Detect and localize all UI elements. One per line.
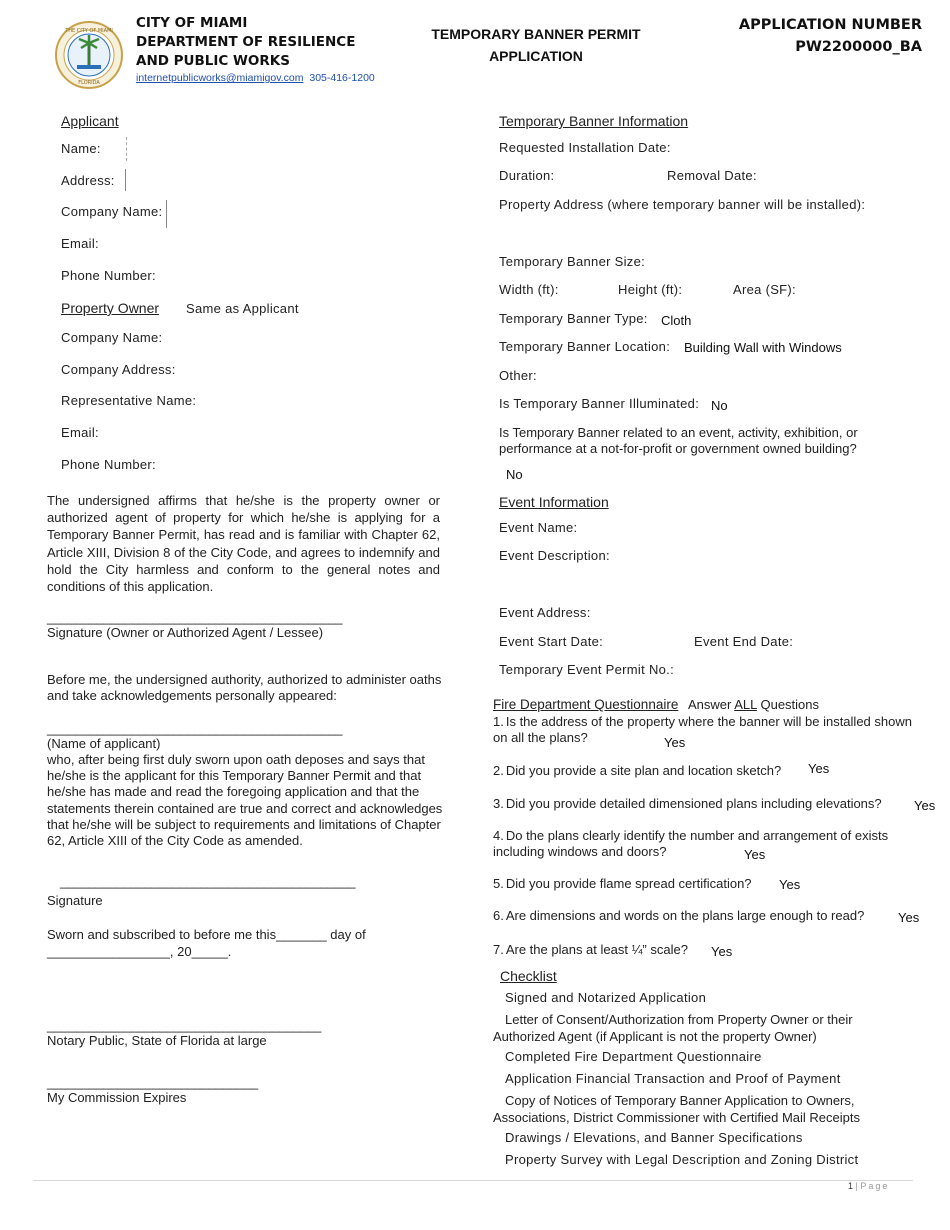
applicant-address-label: Address:: [61, 173, 115, 188]
signature-owner-label: Signature (Owner or Authorized Agent / Lessee): [47, 625, 324, 640]
property-owner-heading: Property Owner: [61, 300, 160, 316]
address-field-cursor[interactable]: [125, 169, 126, 191]
banner-location-value[interactable]: Building Wall with Windows: [684, 340, 842, 355]
org-name: CITY OF MIAMI DEPARTMENT OF RESILIENCE AND PUBLIC WORKS: [136, 15, 356, 69]
name-of-applicant-label: (Name of applicant): [47, 736, 161, 751]
sworn-statement: who, after being first duly sworn upon oath deposes and says that he/she is the applicant for this Temporary Banner Permit and that he/she has made and read the foregoing application and that the statements therein contained are true and correct and acknowledges that he/she will be subject to requirements and limitations of Chapter 62, Article XIII of the City Code as amended.: [47, 752, 443, 849]
signature-label: Signature: [47, 893, 103, 908]
fire-question-2: 2. Did you provide a site plan and location sketch?: [493, 763, 782, 778]
checklist-item[interactable]: Copy of Notices of Temporary Banner Application to Owners, Associations, District Commissioner with Certified Mail Receipts: [493, 1093, 860, 1125]
checklist-item[interactable]: Drawings / Elevations, and Banner Specifications: [505, 1130, 803, 1145]
fire-question-4: 4. Do the plans clearly identify the number and arrangement of exists including windows and doors?: [493, 828, 889, 859]
event-description-label: Event Description:: [499, 548, 610, 563]
phone-number: 305-416-1200: [309, 72, 375, 84]
fire-questionnaire-heading: Fire Department Questionnaire: [493, 697, 679, 712]
signature-line-applicant-name: __________________________________________: [47, 721, 343, 736]
notary-signature-line: _______________________________________: [47, 1018, 322, 1033]
property-address-label: Property Address (where temporary banner will be installed):: [499, 197, 866, 212]
notary-label: Notary Public, State of Florida at large: [47, 1033, 267, 1048]
svg-text:THE CITY OF MIAMI: THE CITY OF MIAMI: [65, 28, 113, 34]
page-label: Page: [860, 1181, 890, 1191]
applicant-heading: Applicant: [61, 113, 119, 129]
owner-email-label: Email:: [61, 425, 99, 440]
fire-answer-7[interactable]: Yes: [711, 944, 733, 959]
event-name-label: Event Name:: [499, 520, 578, 535]
footer-rule: [33, 1180, 913, 1181]
application-number-label: APPLICATION NUMBER: [738, 17, 922, 33]
signature-line-owner: __________________________________________: [47, 610, 343, 625]
banner-size-label: Temporary Banner Size:: [499, 254, 646, 269]
event-related-label: Is Temporary Banner related to an event, activity, exhibition, or performance at a not-for-profit or government owned building?: [499, 425, 858, 457]
fire-answer-1[interactable]: Yes: [664, 735, 686, 750]
owner-company-label: Company Name:: [61, 330, 163, 345]
name-field-cursor[interactable]: [126, 137, 127, 161]
applicant-phone-label: Phone Number:: [61, 268, 156, 283]
illuminated-label: Is Temporary Banner Illuminated:: [499, 396, 700, 411]
owner-representative-label: Representative Name:: [61, 393, 197, 408]
banner-type-label: Temporary Banner Type:: [499, 311, 648, 326]
illuminated-value[interactable]: No: [711, 398, 728, 413]
contact-line: [136, 72, 375, 84]
banner-location-label: Temporary Banner Location:: [499, 339, 671, 354]
sworn-subscribed-line: Sworn and subscribed to before me this_______ day of: [47, 927, 366, 942]
affirmation-paragraph: The undersigned affirms that he/she is the property owner or authorized agent of property for which he/she is applying for a Temporary Banner Permit, has read and is familiar with Chapter 62, Article XIII, Division 8 of the City Code, and agrees to indemnify and hold the City harmless and conform to the general notes and conditions of this application.: [47, 493, 440, 595]
form-title: TEMPORARY BANNER PERMIT APPLICATION: [431, 26, 641, 64]
duration-label: Duration:: [499, 168, 555, 183]
page-number: 1: [848, 1181, 854, 1191]
fire-answer-4[interactable]: Yes: [744, 847, 766, 862]
fire-questionnaire-header: [493, 697, 819, 712]
banner-info-heading: Temporary Banner Information: [499, 113, 689, 129]
company-field-cursor[interactable]: [166, 200, 167, 228]
owner-company-address-label: Company Address:: [61, 362, 176, 377]
removal-date-label: Removal Date:: [667, 168, 757, 183]
applicant-email-label: Email:: [61, 236, 99, 251]
checklist-item[interactable]: Letter of Consent/Authorization from Property Owner or their Authorized Agent (if Applicant is not the property Owner): [493, 1012, 853, 1044]
checklist-item[interactable]: Property Survey with Legal Description and Zoning District: [505, 1152, 859, 1167]
applicant-name-label: Name:: [61, 141, 101, 156]
other-label: Other:: [499, 368, 537, 383]
event-info-heading: Event Information: [499, 494, 609, 510]
install-date-label: Requested Installation Date:: [499, 140, 671, 155]
checklist-item[interactable]: Application Financial Transaction and Proof of Payment: [505, 1071, 841, 1086]
commission-line: ______________________________: [47, 1075, 258, 1090]
fire-question-5: 5. Did you provide flame spread certification?: [493, 876, 752, 891]
area-label: Area (SF):: [733, 282, 796, 297]
application-number-block: [680, 14, 922, 58]
fire-answer-2[interactable]: Yes: [808, 761, 830, 776]
email-link[interactable]: internetpublicworks@miamigov.com: [136, 72, 304, 84]
event-start-label: Event Start Date:: [499, 634, 604, 649]
application-number: PW2200000_BA: [795, 39, 922, 55]
checklist-item[interactable]: Signed and Notarized Application: [505, 990, 707, 1005]
fire-question-6: 6. Are dimensions and words on the plans large enough to read?: [493, 908, 865, 923]
same-as-applicant-option[interactable]: Same as Applicant: [186, 301, 299, 316]
applicant-company-label: Company Name:: [61, 204, 163, 219]
owner-phone-label: Phone Number:: [61, 457, 156, 472]
event-end-label: Event End Date:: [694, 634, 794, 649]
banner-type-value[interactable]: Cloth: [661, 313, 692, 328]
commission-label: My Commission Expires: [47, 1090, 187, 1105]
fire-answer-3[interactable]: Yes: [914, 798, 936, 813]
city-seal: [55, 21, 123, 89]
fire-question-3: 3. Did you provide detailed dimensioned plans including elevations?: [493, 796, 882, 811]
before-me-text: Before me, the undersigned authority, authorized to administer oaths and take acknowledgements personally appeared:: [47, 672, 442, 704]
fire-question-1: 1. Is the address of the property where the banner will be installed shown on all the plans?: [493, 714, 912, 745]
fire-answer-6[interactable]: Yes: [898, 910, 920, 925]
checklist-heading: Checklist: [500, 968, 557, 984]
height-label: Height (ft):: [618, 282, 683, 297]
page-indicator: 1 | Page: [848, 1181, 890, 1191]
fire-answer-5[interactable]: Yes: [779, 877, 801, 892]
width-label: Width (ft):: [499, 282, 559, 297]
checklist-item[interactable]: Completed Fire Department Questionnaire: [505, 1049, 762, 1064]
event-address-label: Event Address:: [499, 605, 591, 620]
fire-question-7: 7. Are the plans at least ¼” scale?: [493, 942, 688, 957]
sworn-date-line: _________________, 20_____.: [47, 944, 232, 959]
svg-text:FLORIDA: FLORIDA: [78, 80, 100, 86]
event-related-value[interactable]: No: [506, 467, 523, 482]
fire-instruction: Answer ALL Questions: [687, 697, 820, 712]
signature-line: __________________________________________: [60, 874, 356, 889]
event-permit-label: Temporary Event Permit No.:: [499, 662, 674, 677]
